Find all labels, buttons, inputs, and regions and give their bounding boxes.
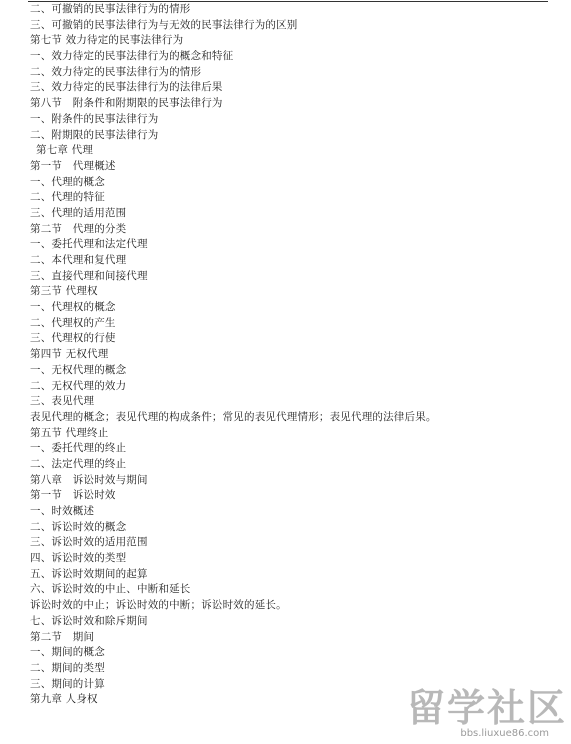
text-line: 一、无权代理的概念: [30, 363, 127, 376]
text-line: 二、可撤销的民事法律行为的情形: [30, 3, 191, 15]
text-line: 三、表见代理: [30, 395, 95, 408]
text-line: 四、诉讼时效的类型: [30, 552, 127, 565]
text-line: 二、无权代理的效力: [30, 379, 127, 392]
text-line: 三、可撤销的民事法律行为与无效的民事法律行为的区别: [30, 18, 298, 31]
chapter-heading: 第八章 诉讼时效与期间: [30, 473, 148, 486]
text-line: 一、期间的概念: [30, 646, 105, 659]
section-heading: 第八节 附条件和附期限的民事法律行为: [30, 97, 223, 110]
text-line: 六、诉讼时效的中止、中断和延长: [30, 583, 191, 596]
text-line: 三、期间的计算: [30, 677, 105, 690]
section-heading: 第一节 诉讼时效: [30, 489, 116, 502]
text-line: 一、代理权的概念: [30, 301, 116, 314]
section-heading: 第二节 代理的分类: [30, 222, 127, 235]
text-line: 二、诉讼时效的概念: [30, 520, 127, 533]
text-line: 二、附期限的民事法律行为: [30, 128, 159, 141]
text-line: 三、诉讼时效的适用范围: [30, 536, 148, 549]
chapter-heading: 第七章 代理: [36, 144, 94, 157]
text-line: 二、期间的类型: [30, 661, 105, 674]
text-line: 表见代理的概念；表见代理的构成条件；常见的表见代理情形；表见代理的法律后果。: [30, 410, 437, 423]
text-line: 二、本代理和复代理: [30, 254, 127, 266]
text-line: 一、委托代理的终止: [30, 442, 127, 455]
section-heading: 第二节 期间: [30, 630, 95, 643]
section-heading: 第一节 代理概述: [30, 159, 116, 172]
text-line: 七、诉讼时效和除斥期间: [30, 614, 148, 627]
text-line: 诉讼时效的中止；诉讼时效的中断；诉讼时效的延长。: [30, 599, 287, 612]
text-line: 三、代理权的行使: [30, 332, 116, 345]
text-line: 三、直接代理和间接代理: [30, 269, 148, 282]
section-heading: 第四节 无权代理: [30, 348, 109, 361]
chapter-heading: 第九章 人身权: [30, 693, 98, 706]
text-line: 一、代理的概念: [30, 175, 105, 188]
text-line: 二、法定代理的终止: [30, 457, 127, 470]
text-line: 二、效力待定的民事法律行为的情形: [30, 65, 202, 78]
site-watermark: [387, 688, 567, 742]
text-line: 一、委托代理和法定代理: [30, 238, 148, 251]
section-heading: 第七节 效力待定的民事法律行为: [30, 34, 184, 47]
text-line: 二、代理的特征: [30, 191, 105, 204]
text-line: 三、效力待定的民事法律行为的法律后果: [30, 81, 223, 94]
watermark-url: bbs.liuxue86.com: [460, 728, 549, 739]
section-heading: 第五节 代理终止: [30, 426, 109, 439]
text-line: 一、附条件的民事法律行为: [30, 112, 159, 125]
text-line: 五、诉讼时效期间的起算: [30, 567, 148, 580]
document-body: [30, 2, 550, 708]
section-heading: 第三节 代理权: [30, 285, 98, 298]
text-line: 三、代理的适用范围: [30, 206, 127, 219]
text-line: 二、代理权的产生: [30, 316, 116, 329]
watermark-logo: 留学社区: [406, 686, 567, 730]
text-line: 一、时效概述: [30, 505, 95, 517]
text-line: 一、效力待定的民事法律行为的概念和特征: [30, 50, 234, 63]
